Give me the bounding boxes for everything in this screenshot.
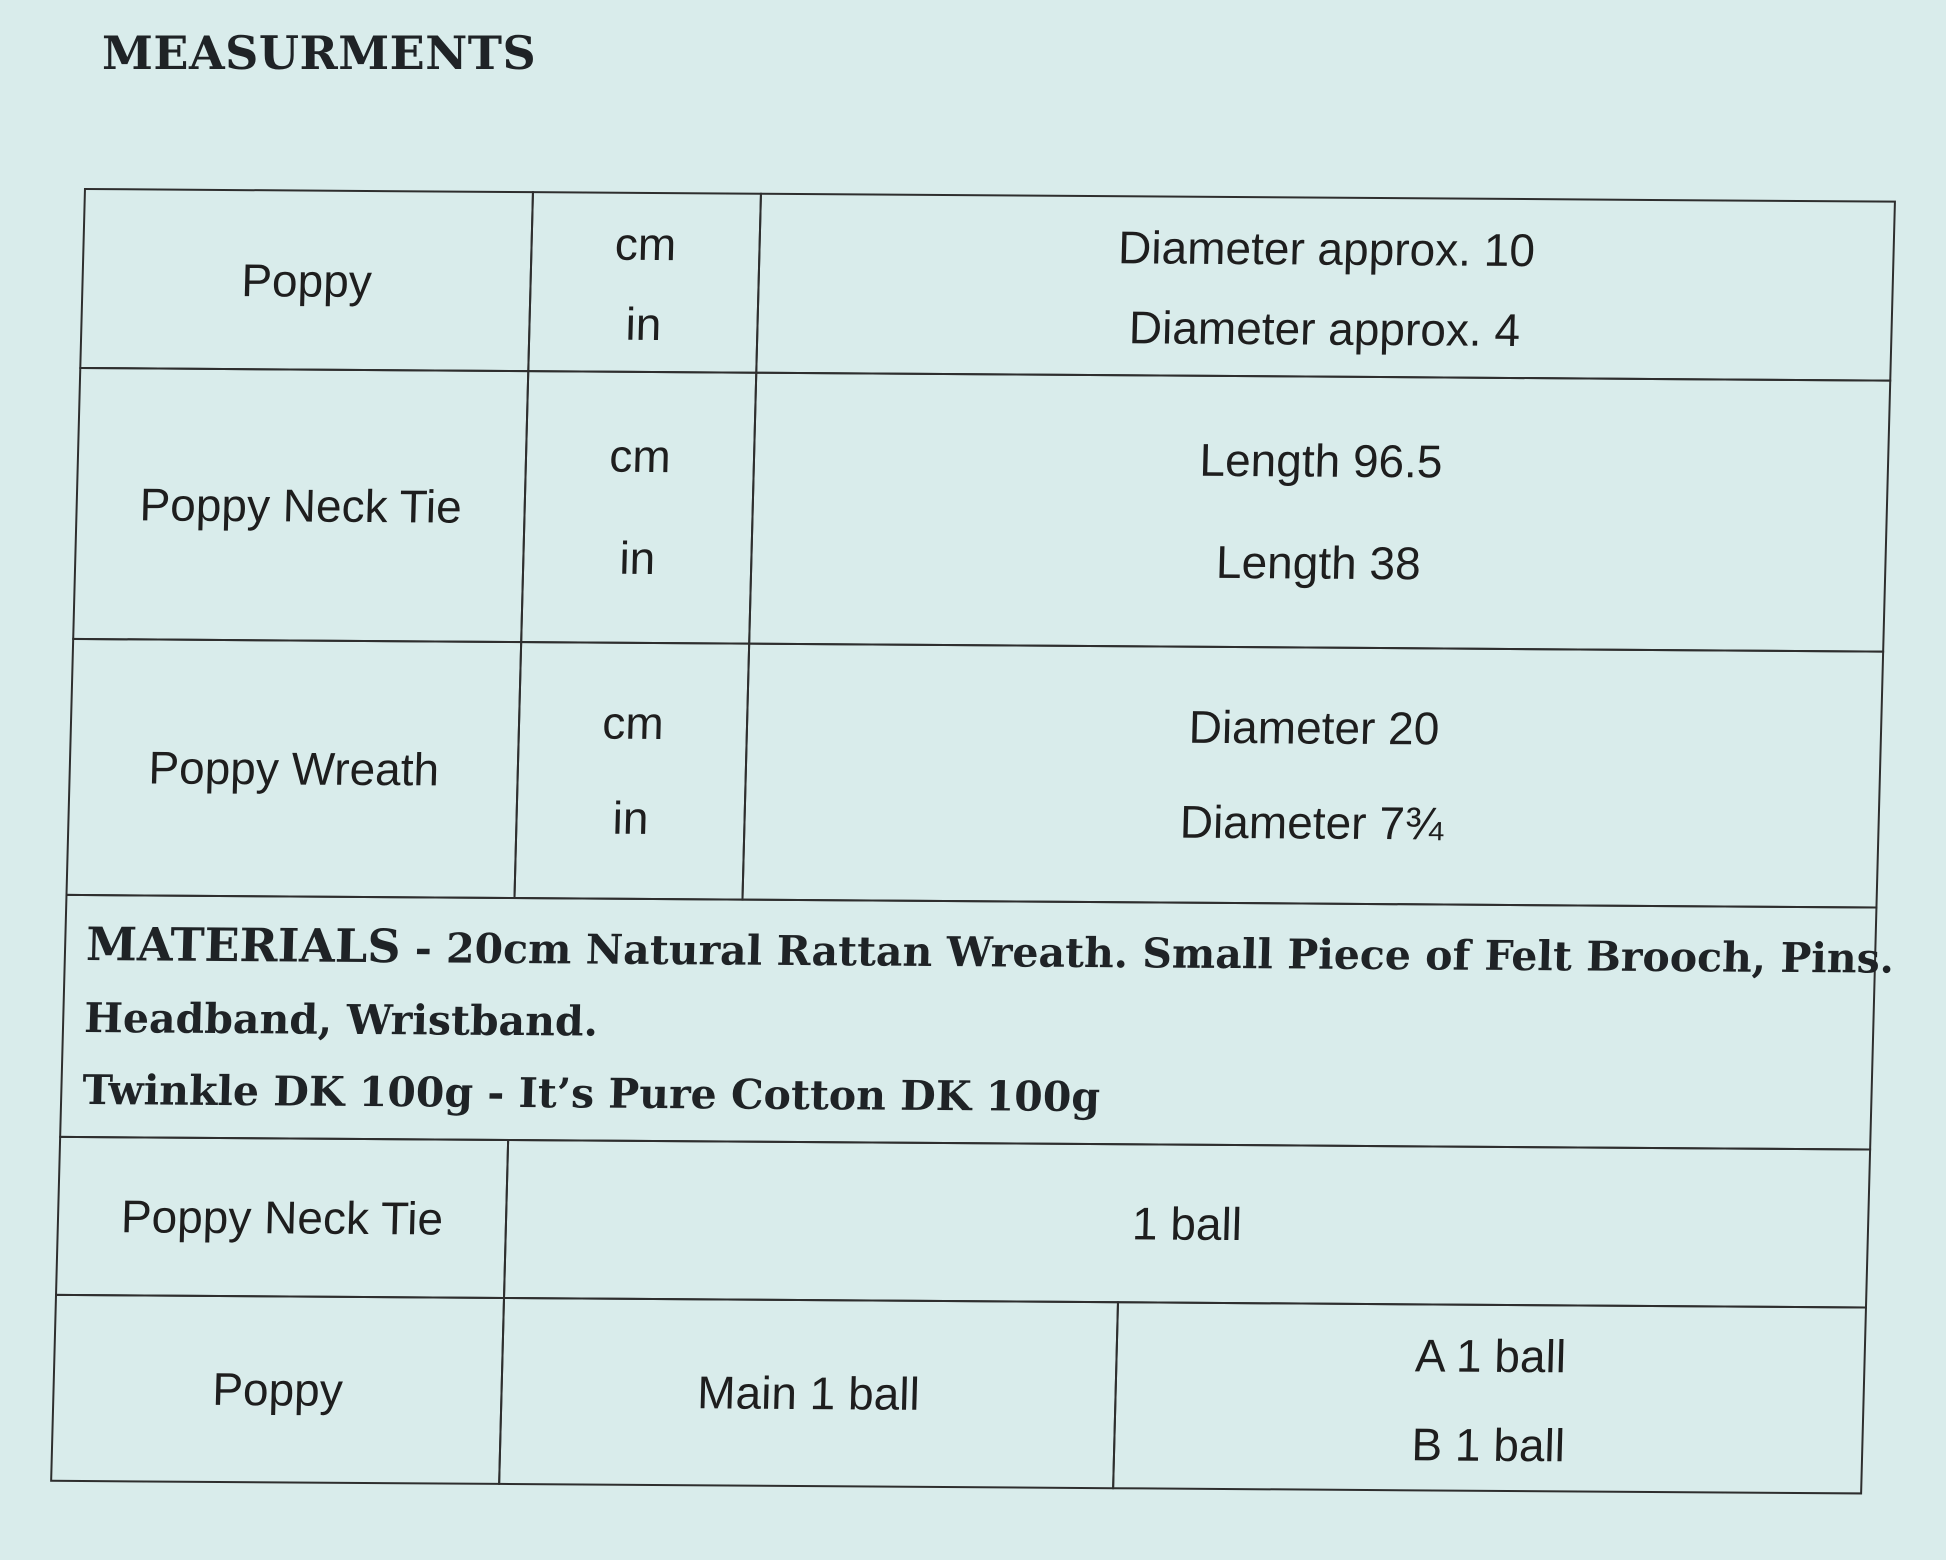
unit-in: in bbox=[612, 791, 650, 845]
units-cell bbox=[520, 370, 757, 645]
unit-in: in bbox=[624, 298, 663, 351]
item-name: Poppy Wreath bbox=[147, 741, 440, 796]
units-cell bbox=[527, 191, 762, 374]
materials-cell bbox=[59, 894, 1895, 1151]
yarn-contrast-b: B 1 ball bbox=[1410, 1418, 1566, 1472]
value-in: Diameter 7¾ bbox=[1179, 795, 1444, 850]
page-title: MEASURMENTS bbox=[102, 26, 537, 80]
materials-text: - 20cm Natural Rattan Wreath. Small Piece of Felt Brooch, Pins. bbox=[399, 924, 1895, 983]
materials-line-3: Twinkle DK 100g - It’s Pure Cotton DK 100g bbox=[81, 1066, 1101, 1122]
yarn-item-name: Poppy bbox=[211, 1362, 344, 1416]
item-name: Poppy bbox=[240, 253, 373, 307]
yarn-item-name: Poppy Neck Tie bbox=[120, 1190, 444, 1245]
value-in: Length 38 bbox=[1215, 536, 1422, 590]
measurement-values-cell bbox=[755, 193, 1896, 382]
unit-in: in bbox=[618, 532, 656, 585]
measurements-table bbox=[50, 188, 1896, 1504]
materials-line-2: Headband, Wristband. bbox=[83, 994, 599, 1046]
yarn-main-amount: Main 1 ball bbox=[696, 1366, 921, 1420]
yarn-amount: 1 ball bbox=[1131, 1197, 1243, 1251]
materials-line-1 bbox=[85, 908, 1895, 995]
yarn-contrast-a: A 1 ball bbox=[1414, 1329, 1567, 1383]
yarn-item-cell bbox=[55, 1136, 509, 1299]
yarn-contrast-cell bbox=[1112, 1301, 1867, 1494]
item-name: Poppy Neck Tie bbox=[138, 477, 463, 533]
item-name-cell bbox=[79, 188, 534, 372]
yarn-item-cell bbox=[50, 1294, 505, 1485]
measurement-values-cell bbox=[741, 643, 1884, 909]
yarn-amount-cell bbox=[503, 1139, 1871, 1308]
yarn-main-cell bbox=[498, 1297, 1119, 1489]
unit-cm: cm bbox=[614, 217, 677, 271]
unit-cm: cm bbox=[608, 429, 672, 483]
measurement-values-cell bbox=[748, 372, 1891, 653]
materials-label: MATERIALS bbox=[85, 917, 402, 974]
value-cm: Diameter approx. 10 bbox=[1117, 221, 1536, 277]
unit-cm: cm bbox=[601, 696, 665, 750]
item-name-cell bbox=[65, 638, 522, 899]
value-in: Diameter approx. 4 bbox=[1128, 301, 1521, 357]
item-name-cell bbox=[72, 367, 529, 643]
units-cell bbox=[513, 641, 750, 901]
value-cm: Length 96.5 bbox=[1198, 433, 1444, 488]
value-cm: Diameter 20 bbox=[1188, 700, 1441, 755]
